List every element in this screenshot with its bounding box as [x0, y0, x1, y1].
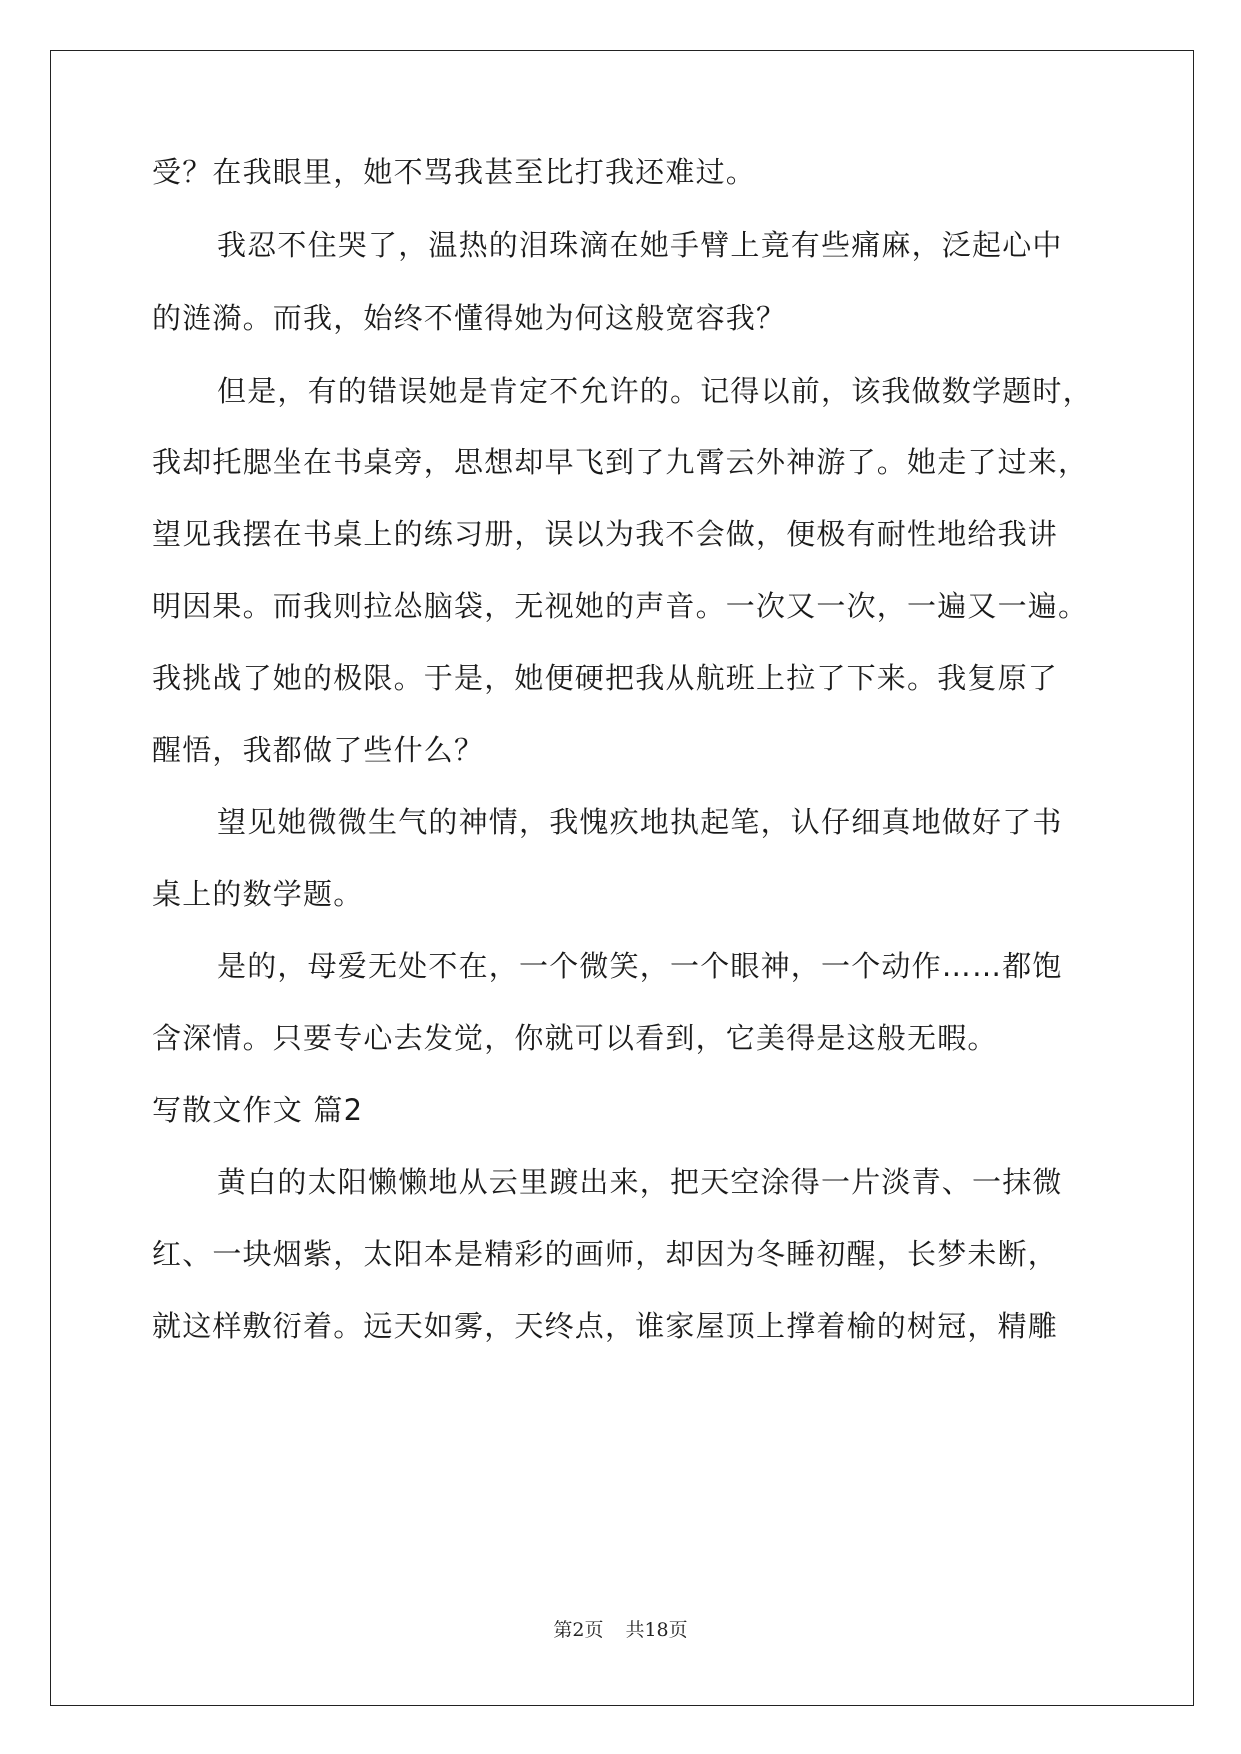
page-footer [0, 1618, 1241, 1642]
text-line: 的涟漪。而我，始终不懂得她为何这般宽容我？ [152, 301, 787, 335]
text-line: 我却托腮坐在书桌旁，思想却早飞到了九霄云外神游了。她走了过来， [152, 445, 1089, 479]
text-line: 就这样敷衍着。远天如雾，天终点，谁家屋顶上撑着榆的树冠，精雕 [152, 1309, 1059, 1343]
page-number-current: 第2页 [553, 1619, 604, 1641]
paragraph-start-line: 望见她微微生气的神情，我愧疚地执起笔，认仔细真地做好了书 [217, 805, 1063, 839]
text-line: 桌上的数学题。 [152, 877, 364, 911]
text-line: 我挑战了她的极限。于是，她便硬把我从航班上拉了下来。我复原了 [152, 661, 1059, 695]
text-line: 含深情。只要专心去发觉，你就可以看到，它美得是这般无暇。 [152, 1021, 998, 1055]
section-heading: 写散文作文 篇2 [152, 1093, 364, 1127]
text-line: 醒悟，我都做了些什么？ [152, 733, 485, 767]
paragraph-start-line: 是的，母爱无处不在，一个微笑，一个眼神，一个动作……都饱 [217, 949, 1063, 983]
text-line: 望见我摆在书桌上的练习册，误以为我不会做，便极有耐性地给我讲 [152, 517, 1059, 551]
paragraph-start-line: 黄白的太阳懒懒地从云里踱出来，把天空涂得一片淡青、一抹微 [217, 1165, 1063, 1199]
text-line: 受？在我眼里，她不骂我甚至比打我还难过。 [152, 155, 757, 189]
text-line: 明因果。而我则拉怂脑袋，无视她的声音。一次又一次，一遍又一遍。 [152, 589, 1089, 623]
paragraph-start-line: 我忍不住哭了，温热的泪珠滴在她手臂上竟有些痛麻，泛起心中 [217, 228, 1063, 262]
text-line: 红、一块烟紫，太阳本是精彩的画师，却因为冬睡初醒，长梦未断， [152, 1237, 1059, 1271]
paragraph-start-line: 但是，有的错误她是肯定不允许的。记得以前，该我做数学题时， [217, 374, 1093, 408]
page-number-total: 共18页 [625, 1619, 688, 1641]
